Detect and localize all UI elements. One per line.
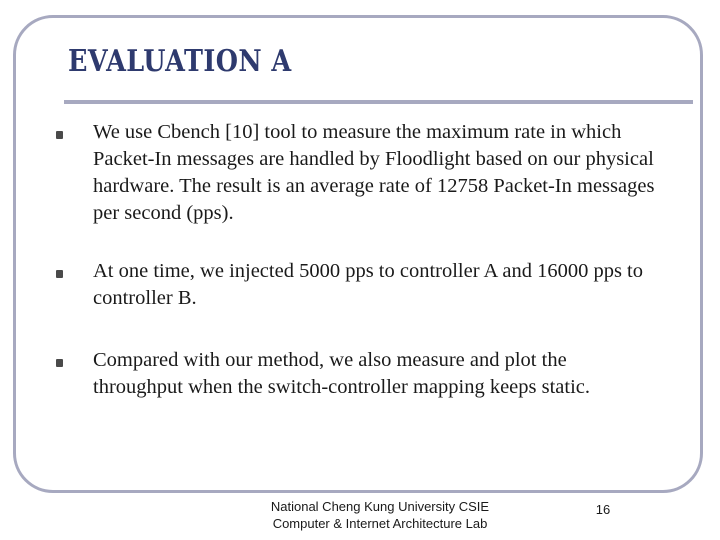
bullet-text: We use Cbench [10] tool to measure the maximum rate in which Packet-In messages are handled by Floodlight based on our physical hardware. The result is an average rate of 12758 Packet-In messages per second (pps). [93,121,655,224]
bullet-marker [56,131,63,139]
title-divider [64,100,693,104]
bullet-marker [56,270,63,278]
footer [240,498,520,532]
bullet-text: At one time, we injected 5000 pps to controller A and 16000 pps to controller B. [93,260,643,309]
bullet-text: Compared with our method, we also measure and plot the throughput when the switch-controller mapping keeps static. [93,349,591,398]
footer-line-lab: Computer & Internet Architecture Lab [272,516,488,531]
page-number: 16 [595,502,611,517]
slide-title: EVALUATION A [68,44,292,79]
bullet-marker [56,359,63,367]
slide-frame [13,15,703,493]
footer-line-university: National Cheng Kung University CSIE [270,499,490,514]
